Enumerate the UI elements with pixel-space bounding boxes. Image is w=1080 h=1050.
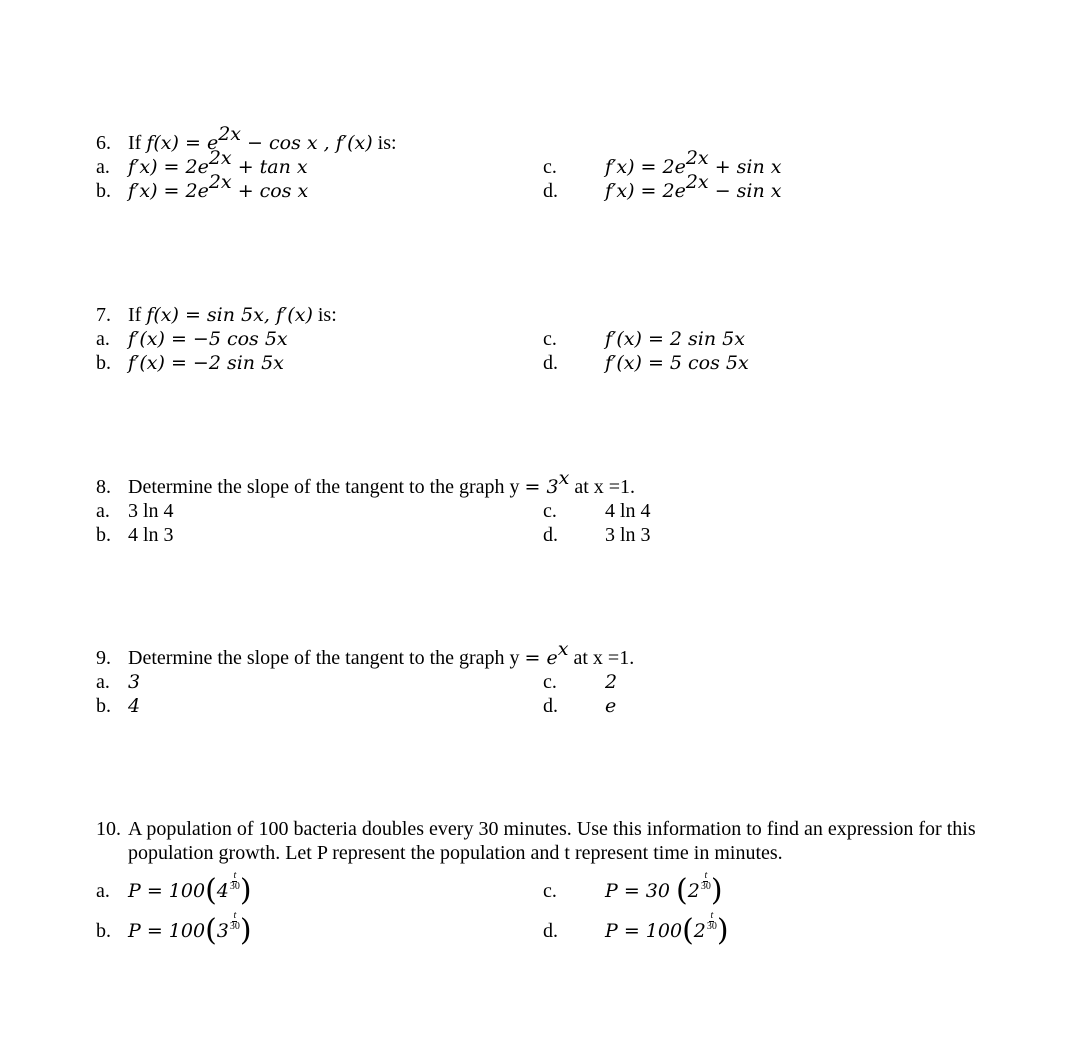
option-c[interactable]: P = 30 ( 2 $\frac{t}{30}$ ) — [605, 869, 723, 908]
question-stem: 6. If $f(x) = e^{2x} - \cos x$ , f′(x) is: — [96, 123, 397, 154]
option-d[interactable]: P = 100 ( 2 $\frac{t}{30}$ ) — [605, 909, 729, 948]
option-label: a. — [96, 156, 110, 178]
option-c[interactable]: 4 ln 4 — [605, 500, 651, 522]
option-label: c. — [543, 880, 557, 902]
option-label: d. — [543, 695, 558, 717]
question-number: 6. — [96, 132, 111, 154]
options-grid — [96, 670, 1016, 718]
option-label: a. — [96, 671, 110, 693]
option-label: b. — [96, 180, 111, 202]
question-number: 10. — [96, 818, 121, 840]
option-d[interactable]: 3 ln 3 — [605, 524, 651, 546]
question-stem: 7. If f(x) = sin 5x, f′(x) is: — [96, 304, 337, 326]
option-label: c. — [543, 500, 557, 522]
question-8 — [96, 467, 1016, 547]
option-a[interactable]: 3 ln 4 — [128, 500, 174, 522]
question-number: 8. — [96, 476, 111, 498]
options-grid — [96, 327, 1016, 375]
question-number: 9. — [96, 647, 111, 669]
option-b[interactable]: P = 100 ( 3 $\frac{t}{30}$ ) — [128, 909, 252, 948]
option-label: a. — [96, 328, 110, 350]
question-stem: 8. Determine the slope of the tangent to the graph $y = 3^x$ at x =1. — [96, 467, 636, 498]
option-label: a. — [96, 880, 110, 902]
options-grid — [96, 869, 1016, 948]
option-b[interactable]: f′(x) = −2 sin 5x — [128, 352, 284, 374]
question-number: 7. — [96, 304, 111, 326]
option-c[interactable]: $f'x) = 2e^{2x} + \sin x$ — [605, 147, 782, 178]
option-label: c. — [543, 156, 557, 178]
option-b[interactable]: 4 ln 3 — [128, 524, 174, 546]
option-d[interactable]: e — [605, 695, 617, 717]
question-stem: 10. A population of 100 bacteria doubles every 30 minutes. Use this information to find an expression for this population growth. Let P represent the population and t represent time in minutes. — [96, 818, 976, 864]
option-a[interactable]: 3 — [128, 671, 141, 693]
option-label: d. — [543, 524, 558, 546]
option-label: b. — [96, 524, 111, 546]
option-label: a. — [96, 500, 110, 522]
option-label: b. — [96, 695, 111, 717]
option-a[interactable]: $f'x) = 2e^{2x} + \tan x$ — [128, 147, 308, 178]
question-6 — [96, 123, 1016, 203]
option-b[interactable]: 4 — [128, 695, 141, 717]
question-10 — [96, 817, 1016, 948]
question-stem: 9. Determine the slope of the tangent to the graph $y = e^x$ at x =1. — [96, 638, 635, 669]
option-label: d. — [543, 920, 558, 942]
question-7 — [96, 303, 1016, 375]
option-d[interactable]: f′(x) = 5 cos 5x — [605, 352, 749, 374]
option-label: c. — [543, 671, 557, 693]
option-label: d. — [543, 180, 558, 202]
option-a[interactable]: P = 100 ( 4 $\frac{t}{30}$ ) — [128, 869, 252, 908]
option-c[interactable]: 2 — [605, 671, 618, 693]
option-c[interactable]: f′(x) = 2 sin 5x — [605, 328, 745, 350]
option-label: b. — [96, 352, 111, 374]
option-a[interactable]: f′(x) = −5 cos 5x — [128, 328, 288, 350]
option-d[interactable]: $f'x) = 2e^{2x} - \sin x$ — [605, 171, 782, 202]
option-label: d. — [543, 352, 558, 374]
question-9 — [96, 638, 1016, 718]
option-b[interactable]: $f'x) = 2e^{2x} + \cos x$ — [128, 171, 309, 202]
options-grid — [96, 499, 1016, 547]
options-grid — [96, 147, 1016, 203]
option-label: c. — [543, 328, 557, 350]
option-label: b. — [96, 920, 111, 942]
